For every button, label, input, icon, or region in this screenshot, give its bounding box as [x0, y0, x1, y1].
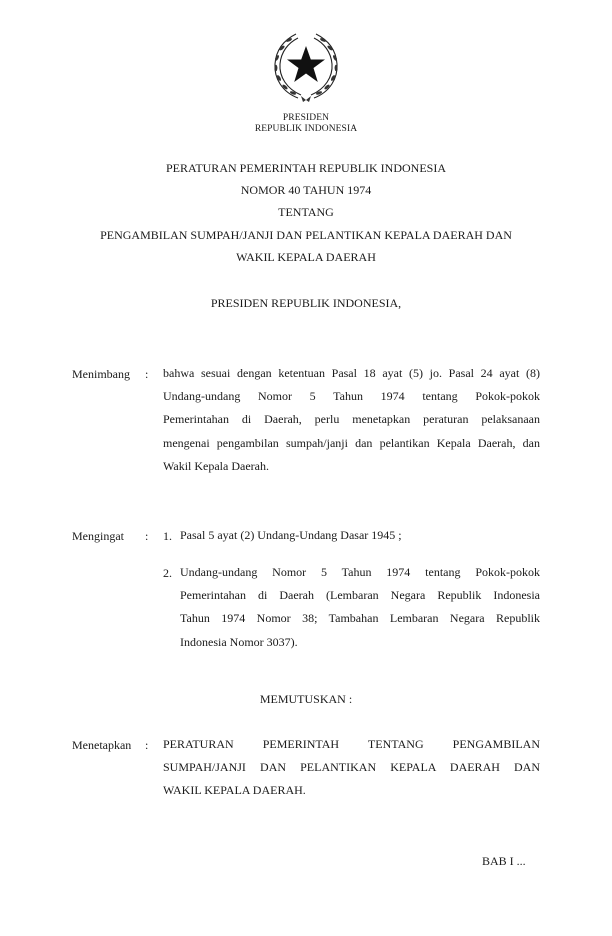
title-regulation: PERATURAN PEMERINTAH REPUBLIK INDONESIA — [165, 161, 447, 175]
menimbang-colon: : — [145, 367, 149, 381]
mengingat-item-2-line: Pemerintahan di Daerah (Lembaran Negara Republik Indonesia — [180, 588, 540, 603]
president-heading: PRESIDEN REPUBLIK INDONESIA, — [210, 296, 402, 310]
mengingat-item-2 — [180, 561, 540, 654]
menimbang-label: Menimbang — [72, 367, 130, 381]
menimbang-line: Undang-undang Nomor 5 Tahun 1974 tentang Pokok-pokok — [163, 389, 540, 404]
title-subject-line2: WAKIL KEPALA DAERAH — [236, 250, 376, 264]
menetapkan-label: Menetapkan — [72, 738, 132, 752]
mengingat-item-2-number: 2. — [163, 566, 172, 580]
menetapkan-line: WAKIL KEPALA DAERAH. — [163, 783, 306, 798]
mengingat-item-2-line: Undang-undang Nomor 5 Tahun 1974 tentang Pokok-pokok — [180, 565, 540, 579]
mengingat-item-1-number: 1. — [163, 529, 172, 543]
mengingat-item-1 — [180, 524, 540, 547]
menetapkan-line: PERATURAN PEMERINTAH TENTANG PENGAMBILAN — [163, 737, 540, 751]
mengingat-item-1-line: Pasal 5 ayat (2) Undang-Undang Dasar 1945 ; — [180, 528, 402, 542]
mengingat-label: Mengingat — [72, 529, 124, 543]
header-republik-indonesia: REPUBLIK INDONESIA — [254, 124, 358, 134]
page-continuation-marker: BAB I ... — [482, 854, 526, 868]
menimbang-line: mengenai pengambilan sumpah/janji dan pelantikan Kepala Daerah, dan — [163, 435, 540, 450]
memutuskan-heading: MEMUTUSKAN : — [259, 692, 353, 706]
title-subject-line1: PENGAMBILAN SUMPAH/JANJI DAN PELANTIKAN KEPALA DAERAH DAN — [100, 228, 512, 242]
menimbang-paragraph — [163, 362, 540, 478]
menetapkan-paragraph — [163, 733, 540, 803]
title-number: NOMOR 40 TAHUN 1974 — [240, 183, 372, 197]
title-tentang: TENTANG — [278, 205, 334, 219]
menimbang-line: Wakil Kepala Daerah. — [163, 458, 269, 473]
menetapkan-line: SUMPAH/JANJI DAN PELANTIKAN KEPALA DAERAH DAN — [163, 760, 540, 775]
menetapkan-colon: : — [145, 738, 149, 752]
menimbang-line: bahwa sesuai dengan ketentuan Pasal 18 ayat (5) jo. Pasal 24 ayat (8) — [163, 366, 540, 380]
menimbang-line: Pemerintahan di Daerah, perlu menetapkan peraturan pelaksanaan — [163, 412, 540, 427]
mengingat-item-2-line: Indonesia Nomor 3037). — [180, 634, 298, 649]
garuda-emblem-icon — [268, 28, 344, 104]
mengingat-item-2-line: Tahun 1974 Nomor 38; Tambahan Lembaran Negara Republik — [180, 611, 540, 626]
header-presiden: PRESIDEN — [282, 113, 330, 123]
mengingat-colon: : — [145, 529, 149, 543]
